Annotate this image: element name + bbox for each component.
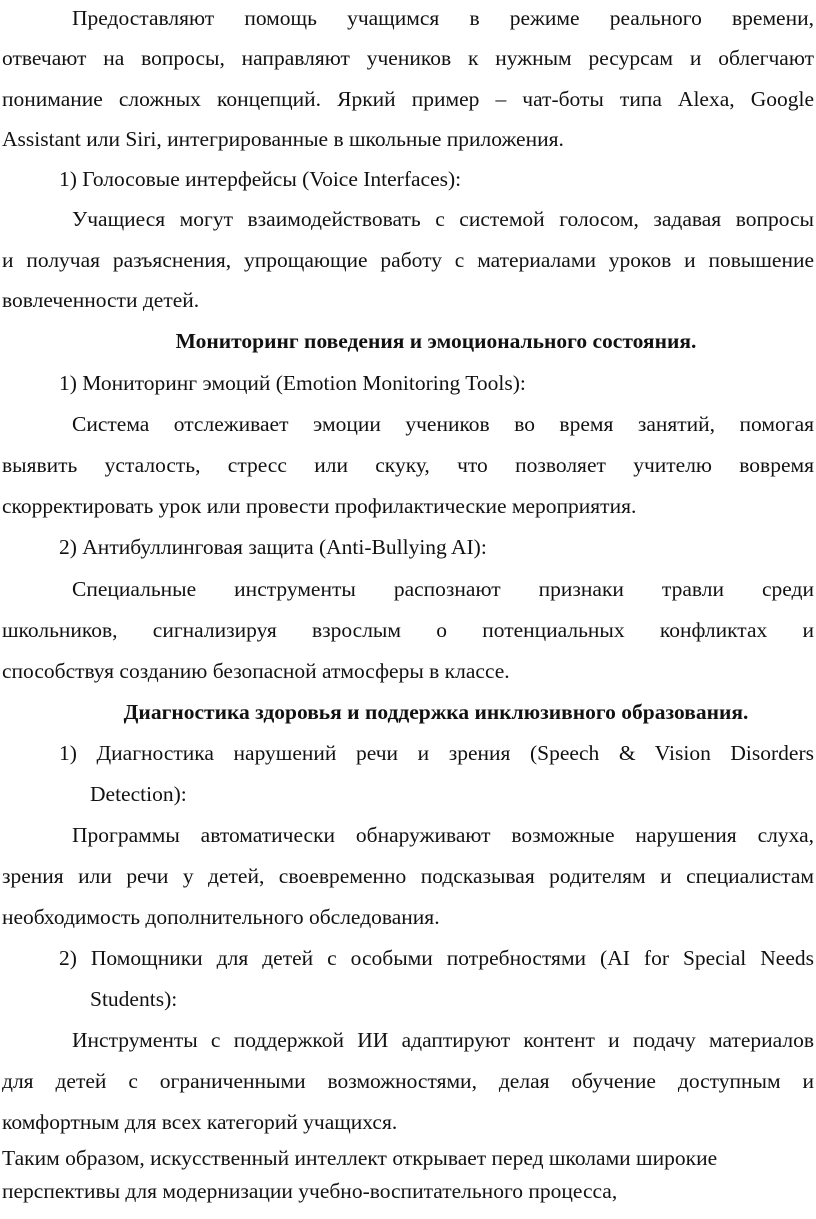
section-heading: Диагностика здоровья и поддержка инклюзивного образования. — [123, 700, 749, 724]
paragraph-line: перспективы для модернизации учебно-воспитательного процесса, — [2, 1179, 618, 1203]
list-item-heading: 1) Диагностика нарушений речи и зрения (Speech & Vision Disorders — [59, 741, 814, 765]
paragraph-line: школьников, сигнализируя взрослым о потенциальных конфликтах и — [2, 618, 814, 642]
section-heading: Мониторинг поведения и эмоционального состояния. — [175, 329, 697, 353]
paragraph-line: и получая разъяснения, упрощающие работу с материалами уроков и повышение — [2, 248, 814, 272]
paragraph-line: понимание сложных концепций. Яркий пример – чат-боты типа Alexa, Google — [2, 87, 814, 111]
paragraph-line: Учащиеся могут взаимодействовать с системой голосом, задавая вопросы — [72, 207, 814, 231]
paragraph-line: Assistant или Siri, интегрированные в школьные приложения. — [2, 127, 564, 151]
paragraph-line: отвечают на вопросы, направляют учеников к нужным ресурсам и облегчают — [2, 46, 814, 70]
paragraph-line: зрения или речи у детей, своевременно подсказывая родителям и специалистам — [2, 864, 814, 888]
paragraph-line: комфортным для всех категорий учащихся. — [2, 1110, 398, 1134]
paragraph-line: Таким образом, искусственный интеллект открывает перед школами широкие — [2, 1146, 718, 1170]
paragraph-line: Специальные инструменты распознают признаки травли среди — [72, 577, 814, 601]
list-item-heading-continuation: Detection): — [90, 782, 187, 806]
list-item-heading: 1) Голосовые интерфейсы (Voice Interfaces): — [59, 167, 462, 191]
paragraph-line: для детей с ограниченными возможностями, делая обучение доступным и — [2, 1069, 814, 1093]
paragraph-line: Система отслеживает эмоции учеников во время занятий, помогая — [72, 412, 814, 436]
paragraph-line: Программы автоматически обнаруживают возможные нарушения слуха, — [72, 823, 814, 847]
list-item-heading-continuation: Students): — [90, 987, 178, 1011]
paragraph-line: выявить усталость, стресс или скуку, что позволяет учителю вовремя — [2, 453, 814, 477]
paragraph-line: вовлеченности детей. — [2, 288, 200, 312]
paragraph-line: необходимость дополнительного обследования. — [2, 905, 440, 929]
paragraph-line: скорректировать урок или провести профилактические мероприятия. — [2, 494, 637, 518]
paragraph-line: Инструменты с поддержкой ИИ адаптируют контент и подачу материалов — [72, 1028, 814, 1052]
list-item-heading: 2) Помощники для детей с особыми потребностями (AI for Special Needs — [59, 946, 814, 970]
paragraph-line: способствуя созданию безопасной атмосферы в классе. — [2, 659, 510, 683]
list-item-heading: 1) Мониторинг эмоций (Emotion Monitoring Tools): — [59, 371, 526, 395]
paragraph-line: Предоставляют помощь учащимся в режиме реального времени, — [72, 6, 814, 30]
list-item-heading: 2) Антибуллинговая защита (Anti-Bullying AI): — [59, 535, 487, 559]
